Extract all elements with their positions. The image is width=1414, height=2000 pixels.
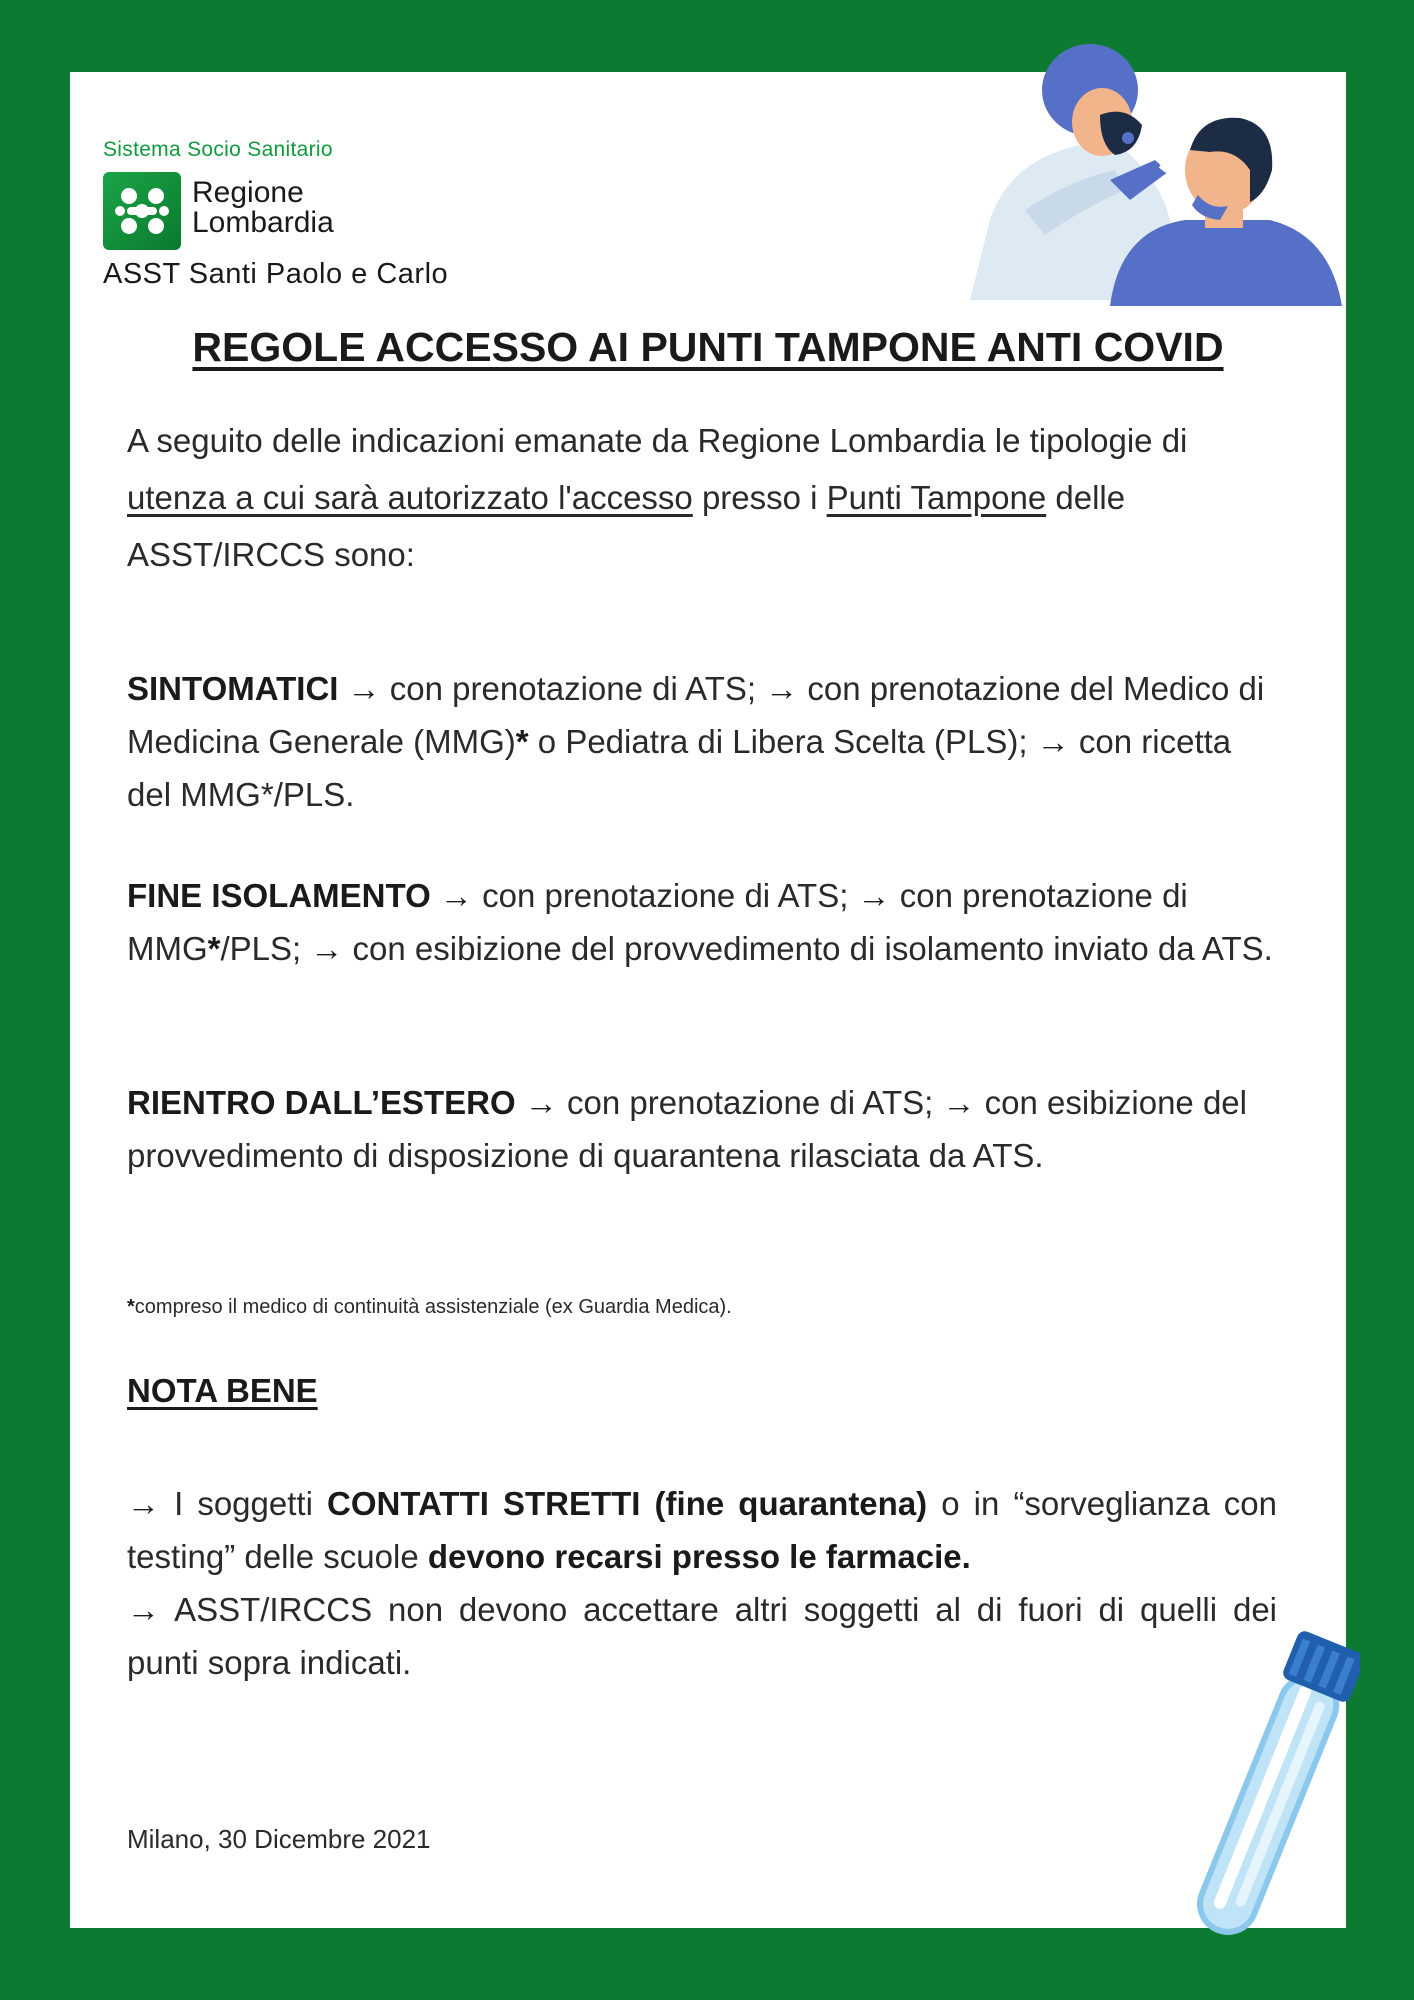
nota-bene-point-1: → I soggetti CONTATTI STRETTI (fine quarantena) o in “sorveglianza con testing” delle scuole devono recarsi presso le farmacie.	[127, 1485, 1277, 1575]
system-label: Sistema Socio Sanitario	[103, 138, 333, 161]
footnote: *compreso il medico di continuità assistenziale (ex Guardia Medica).	[127, 1296, 732, 1318]
arrow-icon: →	[857, 877, 891, 914]
arrow-icon: →	[942, 1084, 976, 1121]
asst-name: ASST Santi Paolo e Carlo	[103, 258, 449, 290]
region-name: Regione Lombardia	[192, 176, 334, 239]
arrow-icon: →	[765, 670, 799, 707]
date-line: Milano, 30 Dicembre 2021	[127, 1824, 431, 1854]
nota-bene-point-2: → ASST/IRCCS non devono accettare altri soggetti al di fuori di quelli dei punti sopra indicati.	[127, 1591, 1277, 1681]
section-sintomatici: SINTOMATICI → con prenotazione di ATS; → con prenotazione del Medico di Medicina Generale (MMG)* o Pediatra di Libera Scelta (PLS); → con ricetta del MMG*/PLS.	[127, 670, 1265, 813]
regione-lombardia-logo-icon	[103, 172, 181, 250]
section-rientro-estero: RIENTRO DALL’ESTERO → con prenotazione di ATS; → con esibizione del provvedimento di disposizione di quarantena rilasciata da ATS.	[127, 1084, 1247, 1174]
swab-test-illustration	[950, 20, 1390, 306]
nota-bene-text	[127, 1477, 1277, 1689]
arrow-icon: →	[1036, 723, 1070, 760]
poster-sheet	[70, 72, 1346, 1928]
arrow-icon: →	[347, 670, 381, 707]
arrow-icon: →	[127, 1485, 160, 1522]
intro-paragraph: A seguito delle indicazioni emanate da Regione Lombardia le tipologie di utenza a cui sarà autorizzato l'accesso presso i Punti Tampone delle ASST/IRCCS sono:	[127, 422, 1188, 573]
test-tube-icon	[1180, 1630, 1360, 1970]
arrow-icon: →	[439, 877, 473, 914]
page-title: REGOLE ACCESSO AI PUNTI TAMPONE ANTI COVID	[192, 324, 1224, 370]
section-fine-isolamento: FINE ISOLAMENTO → con prenotazione di ATS; → con prenotazione di MMG*/PLS; → con esibizione del provvedimento di isolamento inviato da ATS.	[127, 877, 1273, 967]
arrow-icon: →	[127, 1591, 160, 1628]
arrow-icon: →	[310, 930, 344, 967]
arrow-icon: →	[524, 1084, 558, 1121]
nota-bene-title: NOTA BENE	[127, 1372, 318, 1409]
